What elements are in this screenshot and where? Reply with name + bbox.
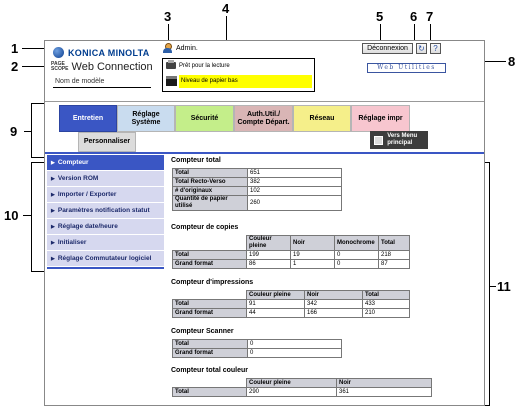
callout-7: 7 [426,9,434,24]
section-title-compteur-scanner: Compteur Scanner [171,328,234,335]
chevron-right-icon: ▶ [51,224,55,230]
chevron-right-icon: ▶ [51,240,55,246]
status-warning: Niveau de papier bas [179,75,312,88]
callout-1: 1 [11,41,19,56]
help-button[interactable] [430,43,441,54]
section-title-compteur-copies: Compteur de copies [171,224,239,231]
table-row: Total Recto-Verso 382 [173,178,342,187]
table-row: # d'originaux 102 [173,187,342,196]
callout-5: 5 [376,9,384,24]
web-connection-title: Web Connection [71,61,153,73]
chevron-right-icon: ▶ [51,176,55,182]
table-row: Quantité de papier utilisé 260 [173,196,342,211]
web-connection-screen [44,40,485,406]
chevron-right-icon: ▶ [51,256,55,262]
printer-icon [166,62,176,69]
admin-icon [162,43,173,53]
section-title-compteur-impressions: Compteur d'impressions [171,279,254,286]
sidebar-item-initialiser[interactable]: ▶ Initialiser [47,235,164,251]
table-row: Total 91 342 433 [173,300,410,309]
header-divider [45,101,485,102]
logout-button[interactable]: Déconnexion [362,43,413,54]
main-menu-icon [374,136,383,145]
bracket-10-top [31,162,45,163]
table-header-row: Couleur pleine Noir [173,379,432,388]
callout-6: 6 [410,9,418,24]
leader-line-1 [22,48,46,49]
leader-line-2 [22,66,46,67]
web-utilities-link[interactable]: Web Utilities [367,63,446,73]
bracket-11 [489,162,490,406]
sidebar-underline [47,267,164,269]
callout-9: 9 [10,124,18,139]
bracket-10-bottom [31,271,45,272]
sidebar-item-date-heure[interactable]: ▶ Réglage date/heure [47,219,164,235]
table-header-row: Couleur pleine Noir Total [173,291,410,300]
tab-auth-compte[interactable]: Auth.Util./ Compte Départ. [234,105,293,132]
sidebar-item-commutateur-logiciel[interactable]: ▶ Réglage Commutateur logiciel [47,251,164,267]
pagescope-mark: PAGE SCOPE [51,61,69,72]
konica-minolta-logo [53,47,150,58]
content-underline [170,405,451,406]
bracket-9-bottom [31,157,45,158]
chevron-right-icon: ▶ [51,192,55,198]
section-title-compteur-total: Compteur total [171,157,221,164]
help-icon: ? [433,44,438,53]
table-row: Total 651 [173,169,342,178]
status-ready [166,62,230,69]
callout-3: 3 [164,9,172,24]
model-name-label: Nom de modèle [55,78,105,85]
tab-securite[interactable]: Sécurité [175,105,234,132]
table-row: Grand format 0 [173,349,342,358]
user-name: Admin. [176,44,198,52]
table-row: Grand format 44 166 210 [173,309,410,318]
callout-2: 2 [11,59,19,74]
chevron-right-icon: ▶ [51,160,55,166]
tab-entretien[interactable]: Entretien [59,105,117,132]
tab-reglage-impr[interactable]: Réglage impr [351,105,410,132]
bracket-10 [31,162,32,272]
table-compteur-total-couleur [172,378,432,397]
sidebar-item-version-rom[interactable]: ▶ Version ROM [47,171,164,187]
tab-reglage-systeme[interactable]: Réglage Système [117,105,175,132]
pagescope-logo [51,61,153,73]
brand-name: KONICA MINOLTA [68,47,150,58]
sidebar-item-notification-statut[interactable]: ▶ Paramètres notification statut [47,203,164,219]
tabs-underline [45,152,485,154]
table-row: Total 0 [173,340,342,349]
table-row: Total 199 19 0 218 [173,251,410,260]
callout-11: 11 [497,279,511,294]
table-compteur-scanner [172,339,342,358]
refresh-icon: ↻ [418,44,425,53]
model-name-divider [53,87,151,88]
table-row: Grand format 86 1 0 87 [173,260,410,269]
paper-tray-icon [166,76,177,86]
status-ready-text: Prêt pour la lecture [179,62,230,69]
table-compteur-copies [172,235,410,269]
main-menu-button[interactable] [370,131,428,149]
leader-line-11 [489,286,496,287]
sidebar-menu [47,155,164,269]
tab-reseau[interactable]: Réseau [293,105,351,132]
sidebar-item-compteur[interactable]: ▶ Compteur [47,155,164,171]
table-compteur-total [172,168,342,211]
main-menu-label: Vers Menu principal [387,133,418,146]
user-indicator [162,43,198,53]
bracket-9-top [31,103,45,104]
tab-personnaliser[interactable]: Personnaliser [78,132,136,152]
refresh-button[interactable] [416,43,427,54]
sidebar-item-importer-exporter[interactable]: ▶ Importer / Exporter [47,187,164,203]
globe-icon [53,47,64,58]
chevron-right-icon: ▶ [51,208,55,214]
table-header-row: Couleur pleine Noir Monochrome Total [173,236,410,251]
table-row: Total 290 361 [173,388,432,397]
callout-8: 8 [508,54,516,69]
callout-10: 10 [4,208,19,223]
callout-4: 4 [222,1,230,16]
table-compteur-impressions [172,290,410,318]
status-display [162,58,315,92]
section-title-compteur-total-couleur: Compteur total couleur [171,367,249,374]
bracket-9 [31,103,32,158]
